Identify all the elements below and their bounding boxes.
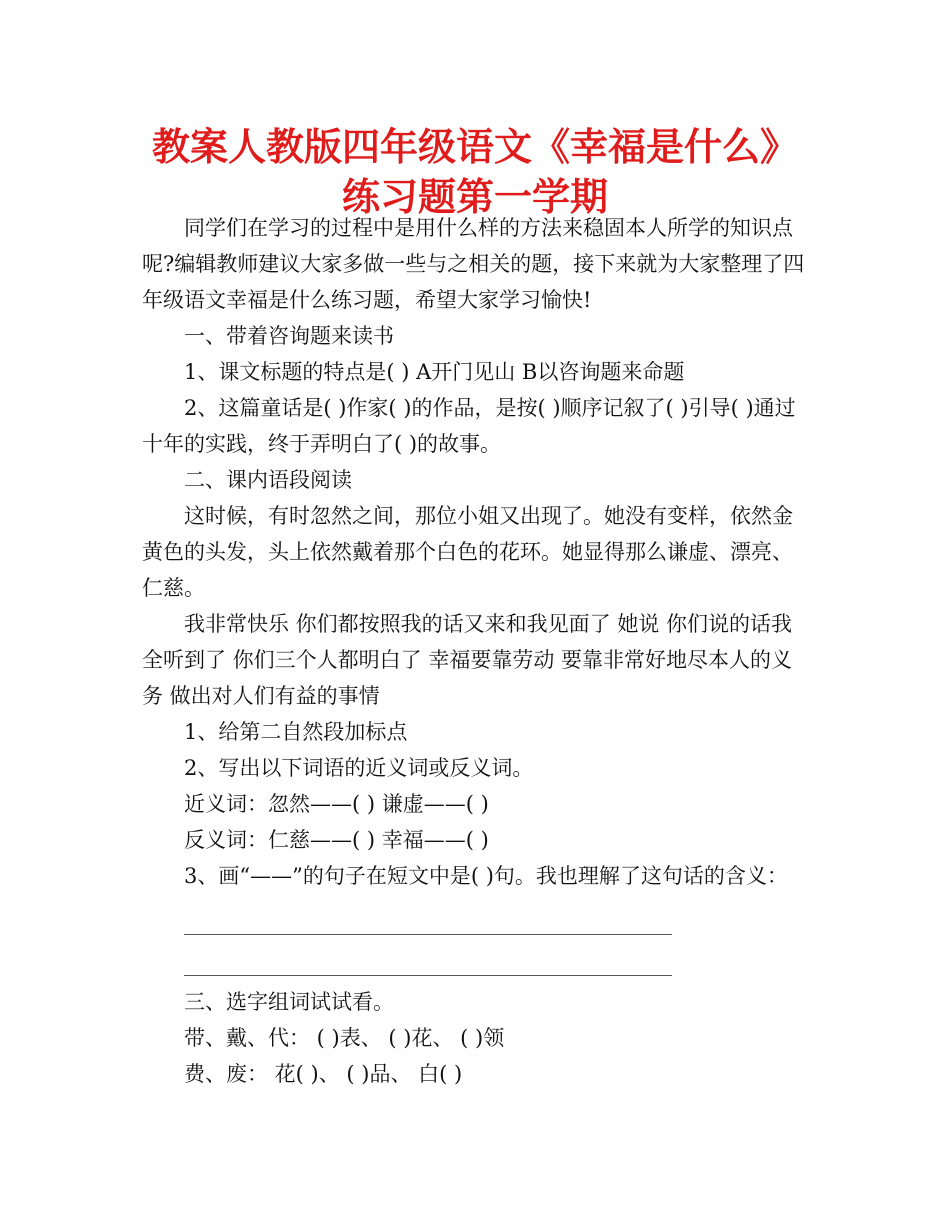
section-2-question-2: 2、写出以下词语的近义词或反义词。 <box>184 756 534 780</box>
word-group-row-2: 费、废： 花( )、 ( )品、 白( ) <box>184 1062 463 1086</box>
answer-line-2 <box>184 943 672 976</box>
section-1-question-1: 1、课文标题的特点是( ) A开门见山 B以咨询题来命题 <box>184 360 685 384</box>
reading-paragraph-1: 这时候，有时忽然之间，那位小姐又出现了。她没有变样，依然金黄色的头发，头上依然戴着那个白色的花环。她显得那么谦虚、漂亮、仁慈。 <box>142 504 793 600</box>
section-2-question-1: 1、给第二自然段加标点 <box>184 720 408 744</box>
word-group-row-1: 带、戴、代： ( )表、 ( )花、 ( )领 <box>184 1026 505 1050</box>
section-1-question-2: 2、这篇童话是( )作家( )的作品，是按( )顺序记叙了( )引导( )通过十年的实践，终于弄明白了( )的故事。 <box>142 396 796 456</box>
answer-line-1 <box>184 902 672 935</box>
antonyms-line: 反义词：仁慈——( ) 幸福——( ) <box>184 828 489 852</box>
intro-paragraph: 同学们在学习的过程中是用什么样的方法来稳固本人所学的知识点呢?编辑教师建议大家多做一些与之相关的题，接下来就为大家整理了四年级语文幸福是什么练习题，希望大家学习愉快! <box>142 216 805 312</box>
section-1-heading: 一、带着咨询题来读书 <box>184 324 394 348</box>
document-title: 教案人教版四年级语文《幸福是什么》练习题第一学期 <box>151 125 798 219</box>
reading-paragraph-2: 我非常快乐 你们都按照我的话又来和我见面了 她说 你们说的话我全听到了 你们三个人都明白了 幸福要靠劳动 要靠非常好地尽本人的义务 做出对人们有益的事情 <box>142 612 793 708</box>
section-3-heading: 三、选字组词试试看。 <box>184 990 394 1014</box>
synonyms-line: 近义词：忽然——( ) 谦虚——( ) <box>184 792 489 816</box>
document-body <box>142 210 810 1092</box>
section-2-heading: 二、课内语段阅读 <box>184 468 352 492</box>
section-2-question-3: 3、画“——”的句子在短文中是( )句。我也理解了这句话的含义： <box>184 864 788 888</box>
